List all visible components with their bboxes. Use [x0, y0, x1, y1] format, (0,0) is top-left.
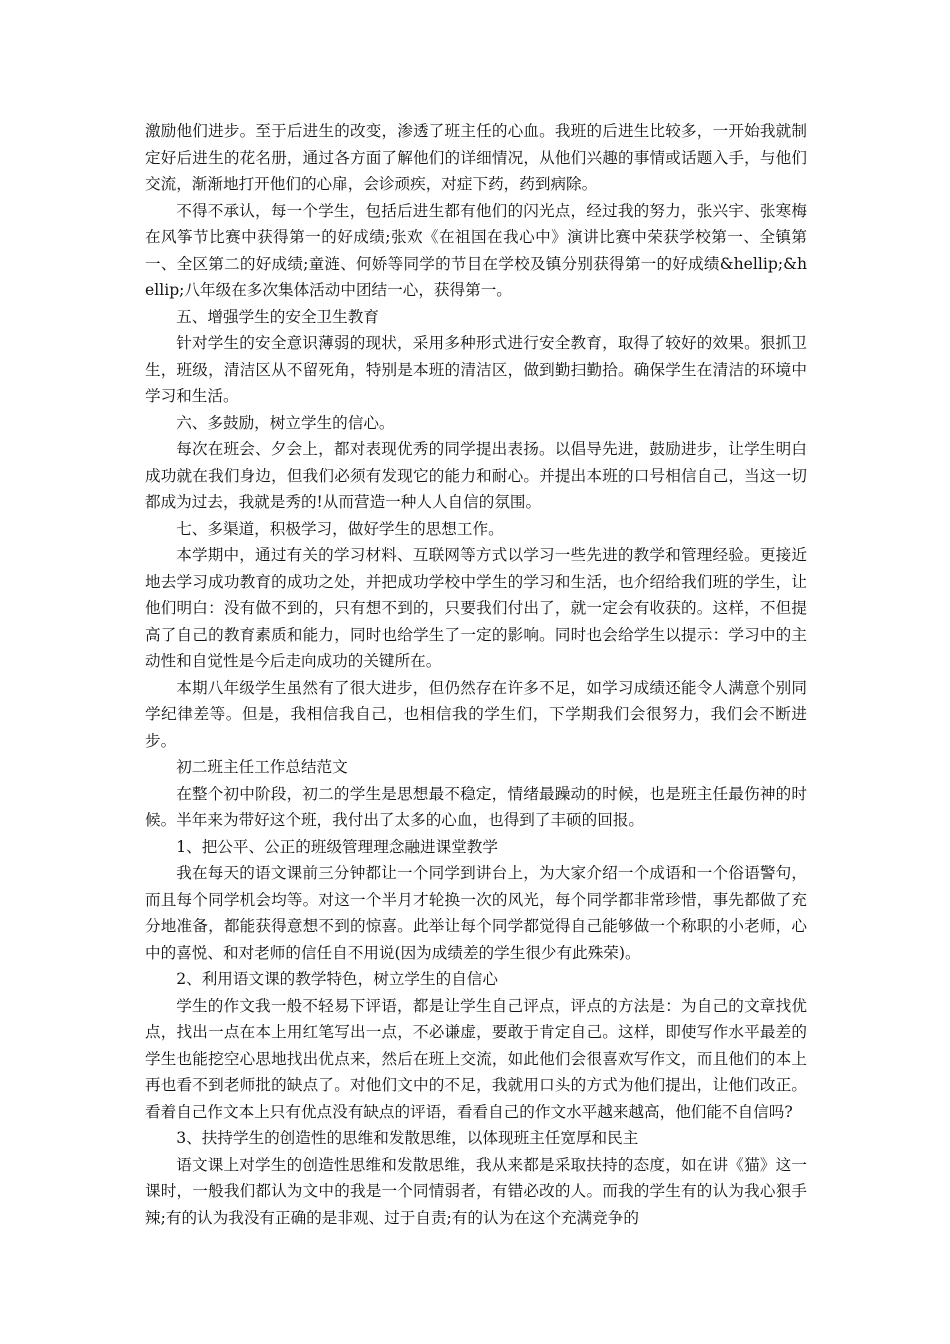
paragraph-text: 不得不承认，每一个学生，包括后进生都有他们的闪光点，经过我的努力，张兴宇、张寒梅在风筝节比赛中获得第一的好成绩;张欢《在祖国在我心中》演讲比赛中荣获学校第一、全镇第一、全区第二的好成绩;童涟、何娇等同学的节目在学校及镇分别获得第一的好成绩&hellip;&hellip;八年级在多次集体活动中团结一心，获得第一。 — [145, 201, 807, 299]
paragraph-text: 针对学生的安全意识薄弱的现状，采用多种形式进行安全教育，取得了较好的效果。狠抓卫生，班级，清洁区从不留死角，特别是本班的清洁区，做到勤扫勤拾。确保学生在清洁的环境中学习和生活。 — [145, 334, 807, 405]
paragraph-text: 语文课上对学生的创造性思维和发散思维，我从来都是采取扶持的态度，如在讲《猫》这一课时，一般我们都认为文中的我是一个同情弱者，有错必改的人。而我的学生有的认为我心狠手辣;有的认为我没有正确的是非观、过于自责;有的认为在这个充满竞争的 — [145, 1155, 807, 1227]
section-heading: 五、增强学生的安全卫生教育 — [176, 307, 379, 326]
paragraph-text: 本期八年级学生虽然有了很大进步，但仍然存在许多不足，如学习成绩还能令人满意个别同学纪律差等。但是，我相信我自己，也相信我的学生们，下学期我们会很努力，我们会不断进步。 — [145, 678, 807, 750]
paragraph-text: 激励他们进步。至于后进生的改变，渗透了班主任的心血。我班的后进生比较多，一开始我就制定好后进生的花名册，通过各方面了解他们的详细情况，从他们兴趣的事情或话题入手，与他们交流，渐渐地打开他们的心扉，会诊顽疾，对症下药，药到病除。 — [145, 122, 807, 193]
paragraph-text: 学生的作文我一般不轻易下评语，都是让学生自己评点，评点的方法是：为自己的文章找优点，找出一点在本上用红笔写出一点，不必谦虚，要敢于肯定自己。这样，即使写作水平最差的学生也能挖空心思地找出优点来，然后在班上交流，如此他们会很喜欢写作文，而且他们的本上再也看不到老师批的缺点了。对他们文中的不足，我就用口头的方式为他们提出，让他们改正。看着自己作文本上只有优点没有缺点的评语，看看自己的作文水平越来越高，他们能不自信吗? — [145, 996, 807, 1121]
paragraph-text: 每次在班会、夕会上，都对表现优秀的同学提出表扬。以倡导先进，鼓励进步，让学生明白成功就在我们身边，但我们必须有发现它的能力和耐心。并提出本班的口号相信自己，当这一切都成为过去，我就是秀的!从而营造一种人人自信的氛围。 — [145, 440, 807, 511]
section-heading: 七、多渠道，积极学习，做好学生的思想工作。 — [176, 519, 504, 538]
document-title: 初二班主任工作总结范文 — [176, 758, 348, 776]
paragraph-text: 我在每天的语文课前三分钟都让一个同学到讲台上，为大家介绍一个成语和一个俗语警句，而且每个同学机会均等。对这一个半月才轮换一次的风光，每个同学都非常珍惜，事先都做了充分地准备，都能获得意想不到的惊喜。此举让每个同学都觉得自己能够做一个称职的小老师，心中的喜悦、和对老师的信任自不用说(因为成绩差的学生很少有此殊荣)。 — [145, 864, 807, 962]
paragraph-text: 在整个初中阶段，初二的学生是思想最不稳定，情绪最躁动的时候，也是班主任最伤神的时候。半年来为带好这个班，我付出了太多的心血，也得到了丰硕的回报。 — [145, 784, 807, 829]
section-heading: 1、把公平、公正的班级管理理念融进课堂教学 — [176, 837, 498, 856]
section-heading: 六、多鼓励，树立学生的信心。 — [176, 413, 395, 432]
paragraph-text: 本学期中，通过有关的学习材料、互联网等方式以学习一些先进的教学和管理经验。更接近地去学习成功教育的成功之处，并把成功学校中学生的学习和生活，也介绍给我们班的学生，让他们明白：没有做不到的，只有想不到的，只要我们付出了，就一定会有收获的。这样，不但提高了自己的教育素质和能力，同时也给学生了一定的影响。同时也会给学生以提示：学习中的主动性和自觉性是今后走向成功的关键所在。 — [145, 546, 807, 670]
section-heading: 2、利用语文课的教学特色，树立学生的自信心 — [176, 970, 498, 988]
document-page — [145, 118, 807, 1231]
section-heading: 3、扶持学生的创造性的思维和发散思维，以体现班主任宽厚和民主 — [176, 1129, 639, 1147]
